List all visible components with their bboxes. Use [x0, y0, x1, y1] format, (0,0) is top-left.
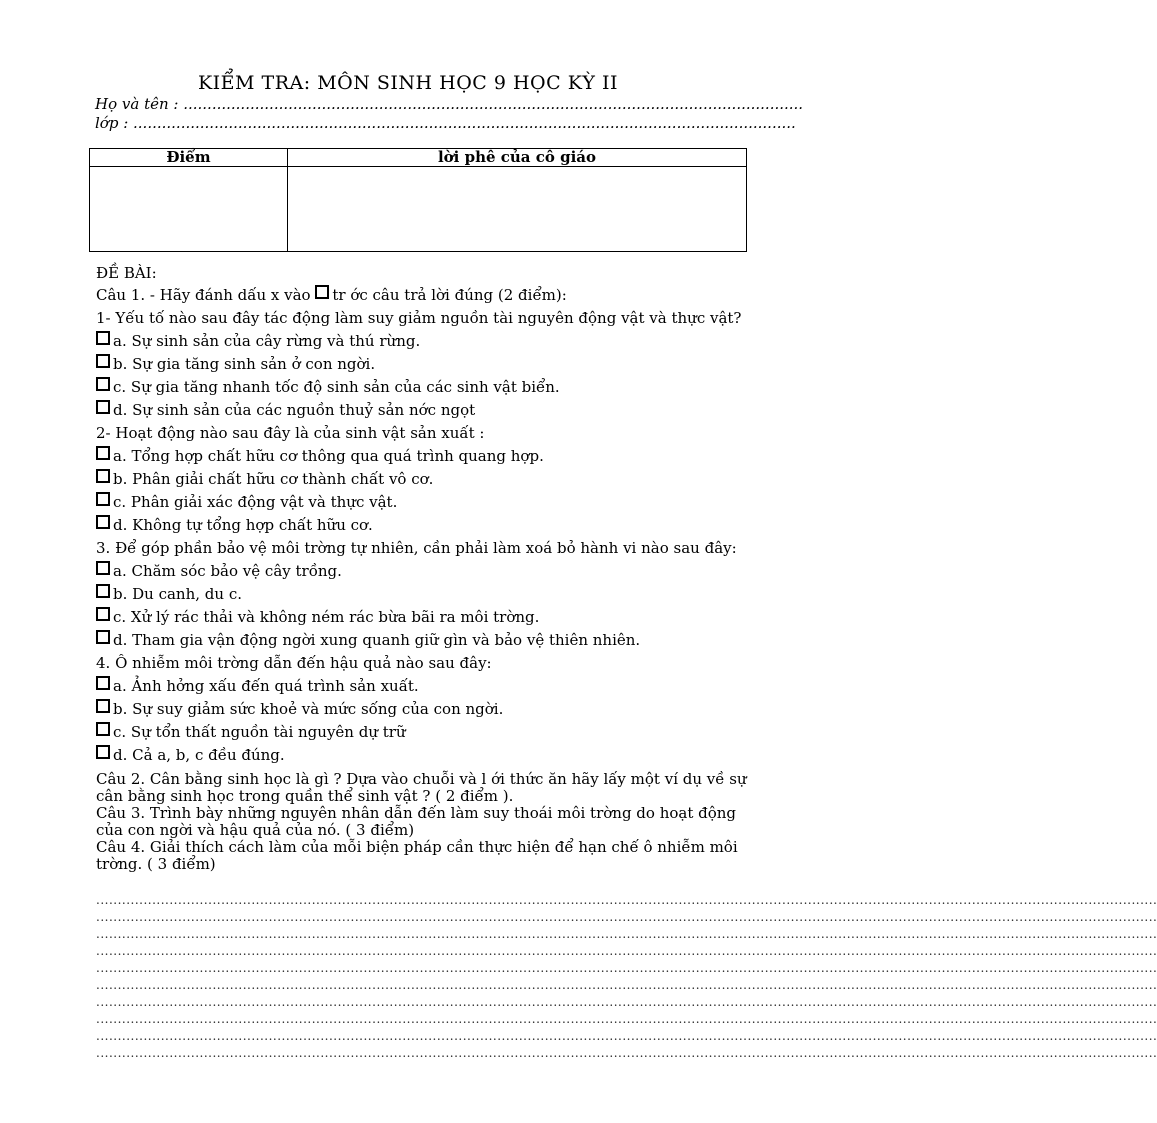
checkbox-icon[interactable]: [96, 515, 110, 529]
teacher-comment-header: lời phê của cô giáo: [288, 149, 747, 167]
question-4: Câu 4. Giải thích cách làm của mỗi biện pháp cần thực hiện để hạn chế ô nhiễm môi trờng. ( 3 điểm): [96, 838, 738, 873]
class-line[interactable]: lớp : ...........................................................................................................................................: [95, 114, 796, 132]
option-4c[interactable]: [96, 721, 756, 744]
sub-question-1: 1- Yếu tố nào sau đây tác động làm suy giảm nguồn tài nguyên động vật và thực vật?: [96, 309, 742, 327]
option-1d[interactable]: [96, 399, 756, 422]
answer-line[interactable]: ......................................................................................................................................................................................................................................................: [96, 944, 1157, 958]
checkbox-icon[interactable]: [96, 561, 110, 575]
answer-line[interactable]: ......................................................................................................................................................................................................................................................: [96, 1012, 1157, 1026]
checkbox-icon[interactable]: [96, 354, 110, 368]
grade-table: [89, 148, 747, 252]
checkbox-icon[interactable]: [96, 377, 110, 391]
question-1-intro-text: Câu 1. - Hãy đánh dấu x vào: [96, 286, 311, 304]
sub-question-2: 2- Hoạt động nào sau đây là của sinh vật sản xuất :: [96, 424, 485, 442]
answer-line[interactable]: ......................................................................................................................................................................................................................................................: [96, 1046, 1157, 1060]
checkbox-icon[interactable]: [96, 584, 110, 598]
score-cell[interactable]: [90, 167, 288, 252]
checkbox-icon[interactable]: [96, 400, 110, 414]
option-label: b. Phân giải chất hữu cơ thành chất vô cơ.: [113, 470, 434, 488]
option-label: a. Tổng hợp chất hữu cơ thông qua quá trình quang hợp.: [113, 447, 544, 465]
question-1-intro: [96, 284, 756, 307]
option-label: c. Sự gia tăng nhanh tốc độ sinh sản của các sinh vật biển.: [113, 378, 560, 396]
option-label: d. Không tự tổng hợp chất hữu cơ.: [113, 516, 373, 534]
answer-line[interactable]: ......................................................................................................................................................................................................................................................: [96, 910, 1157, 924]
question-3: Câu 3. Trình bày những nguyên nhân dẫn đến làm suy thoái môi trờng do hoạt động của con ngời và hậu quả của nó. ( 3 điểm): [96, 804, 737, 839]
option-label: d. Sự sinh sản của các nguồn thuỷ sản nớc ngọt: [113, 401, 476, 419]
option-2c[interactable]: [96, 491, 756, 514]
answer-line[interactable]: ......................................................................................................................................................................................................................................................: [96, 978, 1157, 992]
option-2a[interactable]: [96, 445, 756, 468]
option-3c[interactable]: [96, 606, 756, 629]
option-label: d. Tham gia vận động ngời xung quanh giữ gìn và bảo vệ thiên nhiên.: [113, 631, 641, 649]
checkbox-icon[interactable]: [96, 469, 110, 483]
sub-question-4: 4. Ô nhiễm môi trờng dẫn đến hậu quả nào sau đây:: [96, 654, 492, 672]
option-2b[interactable]: [96, 468, 756, 491]
checkbox-icon[interactable]: [96, 699, 110, 713]
option-3a[interactable]: [96, 560, 756, 583]
option-3d[interactable]: [96, 629, 756, 652]
exam-content: [96, 262, 756, 873]
option-4a[interactable]: [96, 675, 756, 698]
checkbox-icon[interactable]: [96, 722, 110, 736]
option-1a[interactable]: [96, 330, 756, 353]
option-4d[interactable]: [96, 744, 756, 767]
option-label: b. Sự suy giảm sức khoẻ và mức sống của con ngời.: [113, 700, 504, 718]
option-label: a. Chăm sóc bảo vệ cây trồng.: [113, 562, 342, 580]
option-label: b. Sự gia tăng sinh sản ở con ngời.: [113, 355, 376, 373]
score-header: Điểm: [90, 149, 288, 167]
checkbox-icon[interactable]: [96, 745, 110, 759]
checkbox-icon[interactable]: [96, 607, 110, 621]
option-4b[interactable]: [96, 698, 756, 721]
option-label: c. Xử lý rác thải và không ném rác bừa bãi ra môi trờng.: [113, 608, 540, 626]
option-1c[interactable]: [96, 376, 756, 399]
option-label: c. Sự tổn thất nguồn tài nguyên dự trữ: [113, 723, 406, 741]
answer-line[interactable]: ......................................................................................................................................................................................................................................................: [96, 995, 1157, 1009]
sub-question-3: 3. Để góp phần bảo vệ môi trờng tự nhiên, cần phải làm xoá bỏ hành vi nào sau đây:: [96, 539, 737, 557]
page-title: KIỂM TRA: MÔN SINH HỌC 9 HỌC KỲ II: [197, 72, 619, 94]
checkbox-icon[interactable]: [96, 630, 110, 644]
student-name-line[interactable]: Họ và tên : ..................................................................................................................................: [95, 95, 804, 113]
exam-heading: ĐỀ BÀI:: [96, 264, 157, 282]
option-label: b. Du canh, du c.: [113, 585, 242, 603]
option-1b[interactable]: [96, 353, 756, 376]
answer-line[interactable]: ......................................................................................................................................................................................................................................................: [96, 927, 1157, 941]
checkbox-icon[interactable]: [96, 492, 110, 506]
answer-line[interactable]: ......................................................................................................................................................................................................................................................: [96, 961, 1157, 975]
checkbox-icon[interactable]: [96, 676, 110, 690]
option-label: d. Cả a, b, c đều đúng.: [113, 746, 285, 764]
option-label: a. Sự sinh sản của cây rừng và thú rừng.: [113, 332, 421, 350]
answer-line[interactable]: ......................................................................................................................................................................................................................................................: [96, 893, 1157, 907]
option-label: c. Phân giải xác động vật và thực vật.: [113, 493, 398, 511]
option-2d[interactable]: [96, 514, 756, 537]
answer-line[interactable]: ......................................................................................................................................................................................................................................................: [96, 1029, 1157, 1043]
option-label: a. Ảnh hởng xấu đến quá trình sản xuất.: [113, 677, 419, 695]
checkbox-icon: [315, 285, 329, 299]
question-1-intro-text-end: tr ớc câu trả lời đúng (2 điểm):: [332, 286, 567, 304]
option-3b[interactable]: [96, 583, 756, 606]
checkbox-icon[interactable]: [96, 331, 110, 345]
teacher-comment-cell[interactable]: [288, 167, 747, 252]
question-2: Câu 2. Cân bằng sinh học là gì ? Dựa vào chuỗi và l ới thức ăn hãy lấy một ví dụ về sự cân bằng sinh học trong quần thể sinh vật ? ( 2 điểm ).: [96, 770, 747, 805]
checkbox-icon[interactable]: [96, 446, 110, 460]
